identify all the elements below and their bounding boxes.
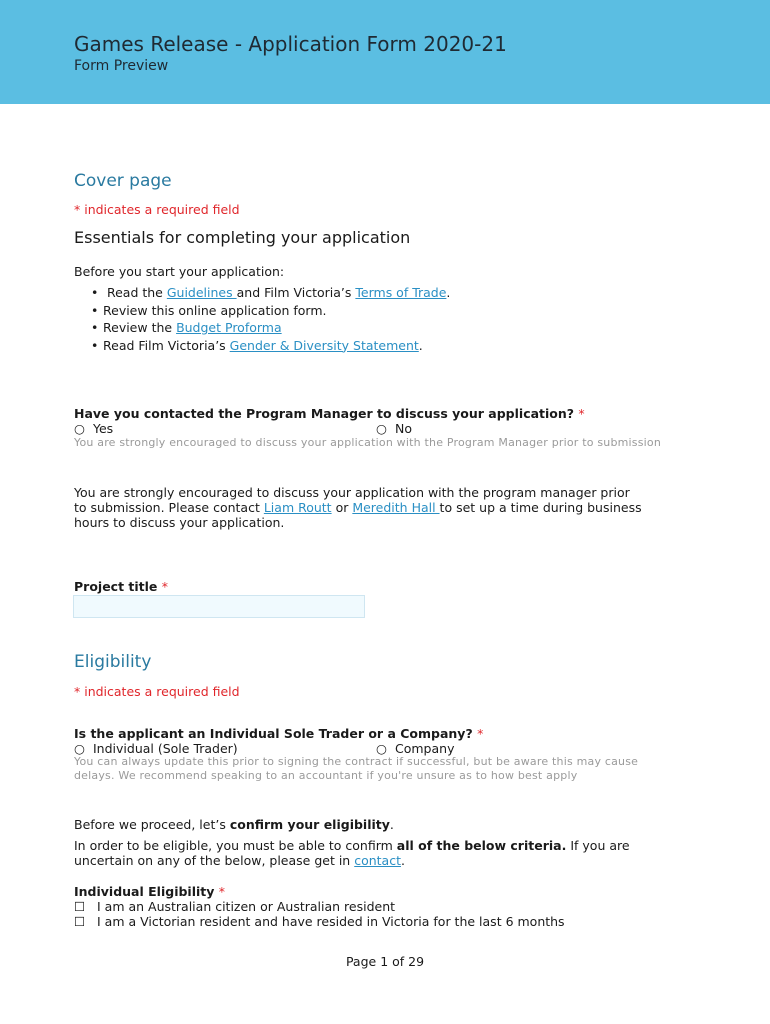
required-field-note: * indicates a required field	[74, 202, 240, 217]
terms-of-trade-link[interactable]: Terms of Trade	[355, 285, 447, 300]
guidelines-link[interactable]: Guidelines	[166, 285, 237, 300]
radio-icon: ○	[74, 421, 85, 436]
criteria-checkbox-citizen[interactable]: ☐ I am an Australian citizen or Australian resident	[74, 899, 396, 914]
eligibility-heading: Eligibility	[74, 652, 152, 672]
form-header	[0, 0, 770, 104]
radio-individual[interactable]: ○ Individual (Sole Trader)	[74, 741, 238, 756]
budget-proforma-link[interactable]: Budget Proforma	[176, 320, 282, 335]
proceed-text: Before we proceed, let’s confirm your eligibility.	[74, 817, 394, 832]
radio-company[interactable]: ○ Company	[376, 741, 455, 756]
radio-icon: ○	[74, 741, 85, 756]
list-item: • Review the Budget Proforma	[91, 319, 450, 337]
list-item: • Review this online application form.	[91, 302, 450, 320]
individual-eligibility-label: Individual Eligibility *	[74, 884, 226, 899]
contacted-question: Have you contacted the Program Manager to discuss your application? *	[74, 406, 585, 421]
before-start-text: Before you start your application:	[74, 264, 285, 279]
eligibility-intro: In order to be eligible, you must be able to confirm all of the below criteria. If you are uncertain on any of the below, please get in contact.	[74, 838, 630, 868]
list-item: • Read Film Victoria’s Gender & Diversity Statement.	[91, 337, 450, 355]
essentials-heading: Essentials for completing your application	[74, 228, 411, 247]
radio-yes[interactable]: ○ Yes	[74, 421, 114, 436]
required-star: *	[578, 406, 585, 421]
contact-link[interactable]: contact	[354, 853, 401, 868]
project-title-label: Project title *	[74, 579, 169, 594]
form-subtitle: Form Preview	[74, 58, 169, 74]
contact-paragraph: You are strongly encouraged to discuss your application with the program manager prior to submission. Please contact Liam Routt or Meredith Hall to set up a time during business hours to discuss your application.	[74, 485, 642, 530]
criteria-checkbox-victorian[interactable]: ☐ I am a Victorian resident and have resided in Victoria for the last 6 months	[74, 914, 565, 929]
applicant-type-question: Is the applicant an Individual Sole Trader or a Company? *	[74, 726, 484, 741]
gender-diversity-link[interactable]: Gender & Diversity Statement	[229, 337, 419, 353]
radio-icon: ○	[376, 741, 387, 756]
meredith-hall-link[interactable]: Meredith Hall	[352, 500, 440, 515]
page-number: Page 1 of 29	[345, 954, 425, 969]
form-title: Games Release - Application Form 2020-21	[74, 32, 507, 56]
applicant-help-text: You can always update this prior to signing the contract if successful, but be aware this may cause delays. We recommend speaking to an accountant if you're unsure as to how best apply	[74, 755, 639, 782]
liam-routt-link[interactable]: Liam Routt	[263, 500, 332, 515]
checkbox-icon: ☐	[74, 899, 86, 914]
checklist	[91, 284, 450, 354]
required-field-note: * indicates a required field	[74, 684, 240, 699]
contacted-help-text: You are strongly encouraged to discuss your application with the Program Manager prior to submission	[74, 436, 662, 449]
checkbox-icon: ☐	[74, 914, 86, 929]
list-item: • Read the Guidelines and Film Victoria’s Terms of Trade.	[91, 284, 450, 302]
project-title-input[interactable]	[73, 595, 365, 618]
radio-icon: ○	[376, 421, 387, 436]
radio-no[interactable]: ○ No	[376, 421, 412, 436]
cover-page-heading: Cover page	[74, 171, 172, 191]
